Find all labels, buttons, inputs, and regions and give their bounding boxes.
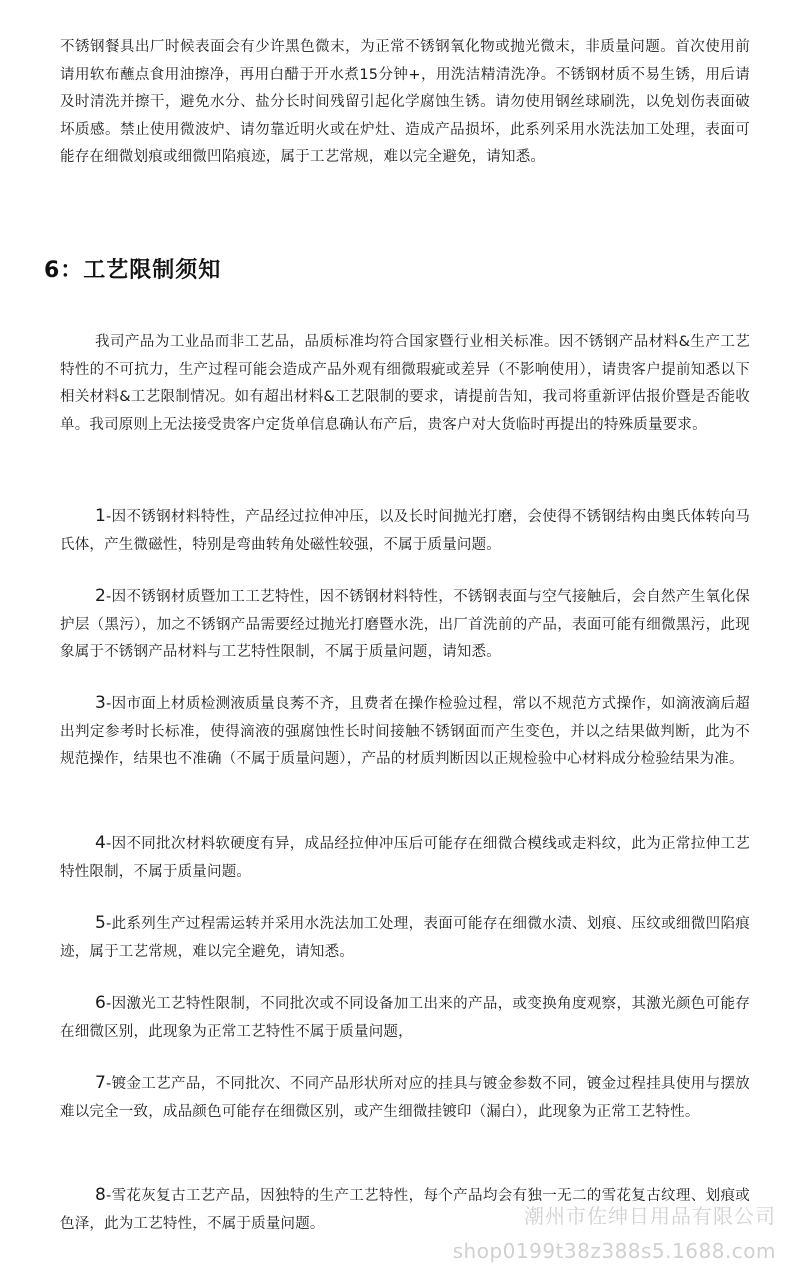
item-text: -雪花灰复古工艺产品，因独特的生产工艺特性，每个产品均会有独一无二的雪花复古纹理、划痕或色泽，此为工艺特性，不属于质量问题。	[60, 1188, 750, 1232]
item-text: -因激光工艺特性限制，不同批次或不同设备加工出来的产品，或变换角度观察，其激光颜色可能存在细微区别，此现象为正常工艺特性不属于质量问题，	[60, 996, 750, 1040]
item-number: 7	[95, 1073, 107, 1093]
limitation-item-3	[60, 690, 750, 774]
limitation-item-6	[60, 990, 750, 1046]
care-instructions-paragraph: 不锈钢餐具出厂时候表面会有少许黑色微末，为正常不锈钢氧化物或抛光微末，非质量问题。首次使用前请用软布蘸点食用油擦净，再用白醋于开水煮15分钟+，用洗洁精清洗净。不锈钢材质不易生锈，用后请及时清洗并擦干，避免水分、盐分长时间残留引起化学腐蚀生锈。请勿使用钢丝球刷洗，以免划伤表面破坏质感。禁止使用微波炉、请勿靠近明火或在炉灶、造成产品损坏，此系列采用水洗法加工处理，表面可能存在细微划痕或细微凹陷痕迹，属于工艺常规，难以完全避免，请知悉。	[60, 39, 750, 165]
watermark-company-name: 潮州市佐绅日用品有限公司	[524, 1204, 776, 1228]
item-text: -因市面上材质检测液质量良莠不齐，且费者在操作检验过程，常以不规范方式操作，如滴液滴后超出判定参考时长标准，使得滴液的强腐蚀性长时间接触不锈钢面而产生变色，并以之结果做判断，此为不规范操作，结果也不准确（不属于质量问题），产品的材质判断因以正规检验中心材料成分检验结果为准。	[60, 696, 750, 767]
item-number: 2	[95, 586, 107, 606]
limitation-item-7	[60, 1070, 750, 1126]
item-number: 8	[95, 1185, 107, 1205]
item-number: 1	[95, 506, 107, 526]
limitation-item-2	[60, 583, 750, 667]
item-text: -镀金工艺产品，不同批次、不同产品形状所对应的挂具与镀金参数不同，镀金过程挂具使用与摆放难以完全一致，成品颜色可能存在细微区别，或产生细微挂镀印（漏白），此现象为正常工艺特性。	[60, 1076, 750, 1120]
item-number: 3	[95, 693, 107, 713]
limitation-item-1	[60, 503, 750, 559]
watermark-shop-url: shop0199t38z388s5.1688.com	[452, 1239, 776, 1263]
item-number: 5	[95, 913, 107, 933]
item-number: 6	[95, 993, 107, 1013]
section-heading: 6：工艺限制须知	[44, 258, 222, 283]
limitation-item-4	[60, 830, 750, 886]
limitation-item-5	[60, 910, 750, 966]
item-text: -因不锈钢材质暨加工工艺特性，因不锈钢材料特性，不锈钢表面与空气接触后，会自然产生氧化保护层（黑污），加之不锈钢产品需要经过抛光打磨暨水洗，出厂首洗前的产品，表面可能有细微黑污，此现象属于不锈钢产品材料与工艺特性限制，不属于质量问题，请知悉。	[60, 589, 750, 660]
process-limitation-notice: 我司产品为工业品而非工艺品，品质标准均符合国家暨行业相关标准。因不锈钢产品材料&生产工艺特性的不可抗力，生产过程可能会造成产品外观有细微瑕疵或差异（不影响使用），请贵客户提前知悉以下相关材料&工艺限制情况。如有超出材料&工艺限制的要求，请提前告知，我司将重新评估报价暨是否能收单。我司原则上无法接受贵客户定货单信息确认布产后，贵客户对大货临时再提出的特殊质量要求。	[60, 334, 750, 433]
item-number: 4	[95, 833, 107, 853]
item-text: -因不同批次材料软硬度有异，成品经拉伸冲压后可能存在细微合模线或走料纹，此为正常拉伸工艺特性限制，不属于质量问题。	[60, 836, 750, 880]
item-text: -因不锈钢材料特性，产品经过拉伸冲压，以及长时间抛光打磨，会使得不锈钢结构由奥氏体转向马氏体，产生微磁性，特别是弯曲转角处磁性较强，不属于质量问题。	[60, 509, 750, 553]
item-text: -此系列生产过程需运转并采用水洗法加工处理，表面可能存在细微水渍、划痕、压纹或细微凹陷痕迹，属于工艺常规，难以完全避免，请知悉。	[60, 916, 750, 960]
